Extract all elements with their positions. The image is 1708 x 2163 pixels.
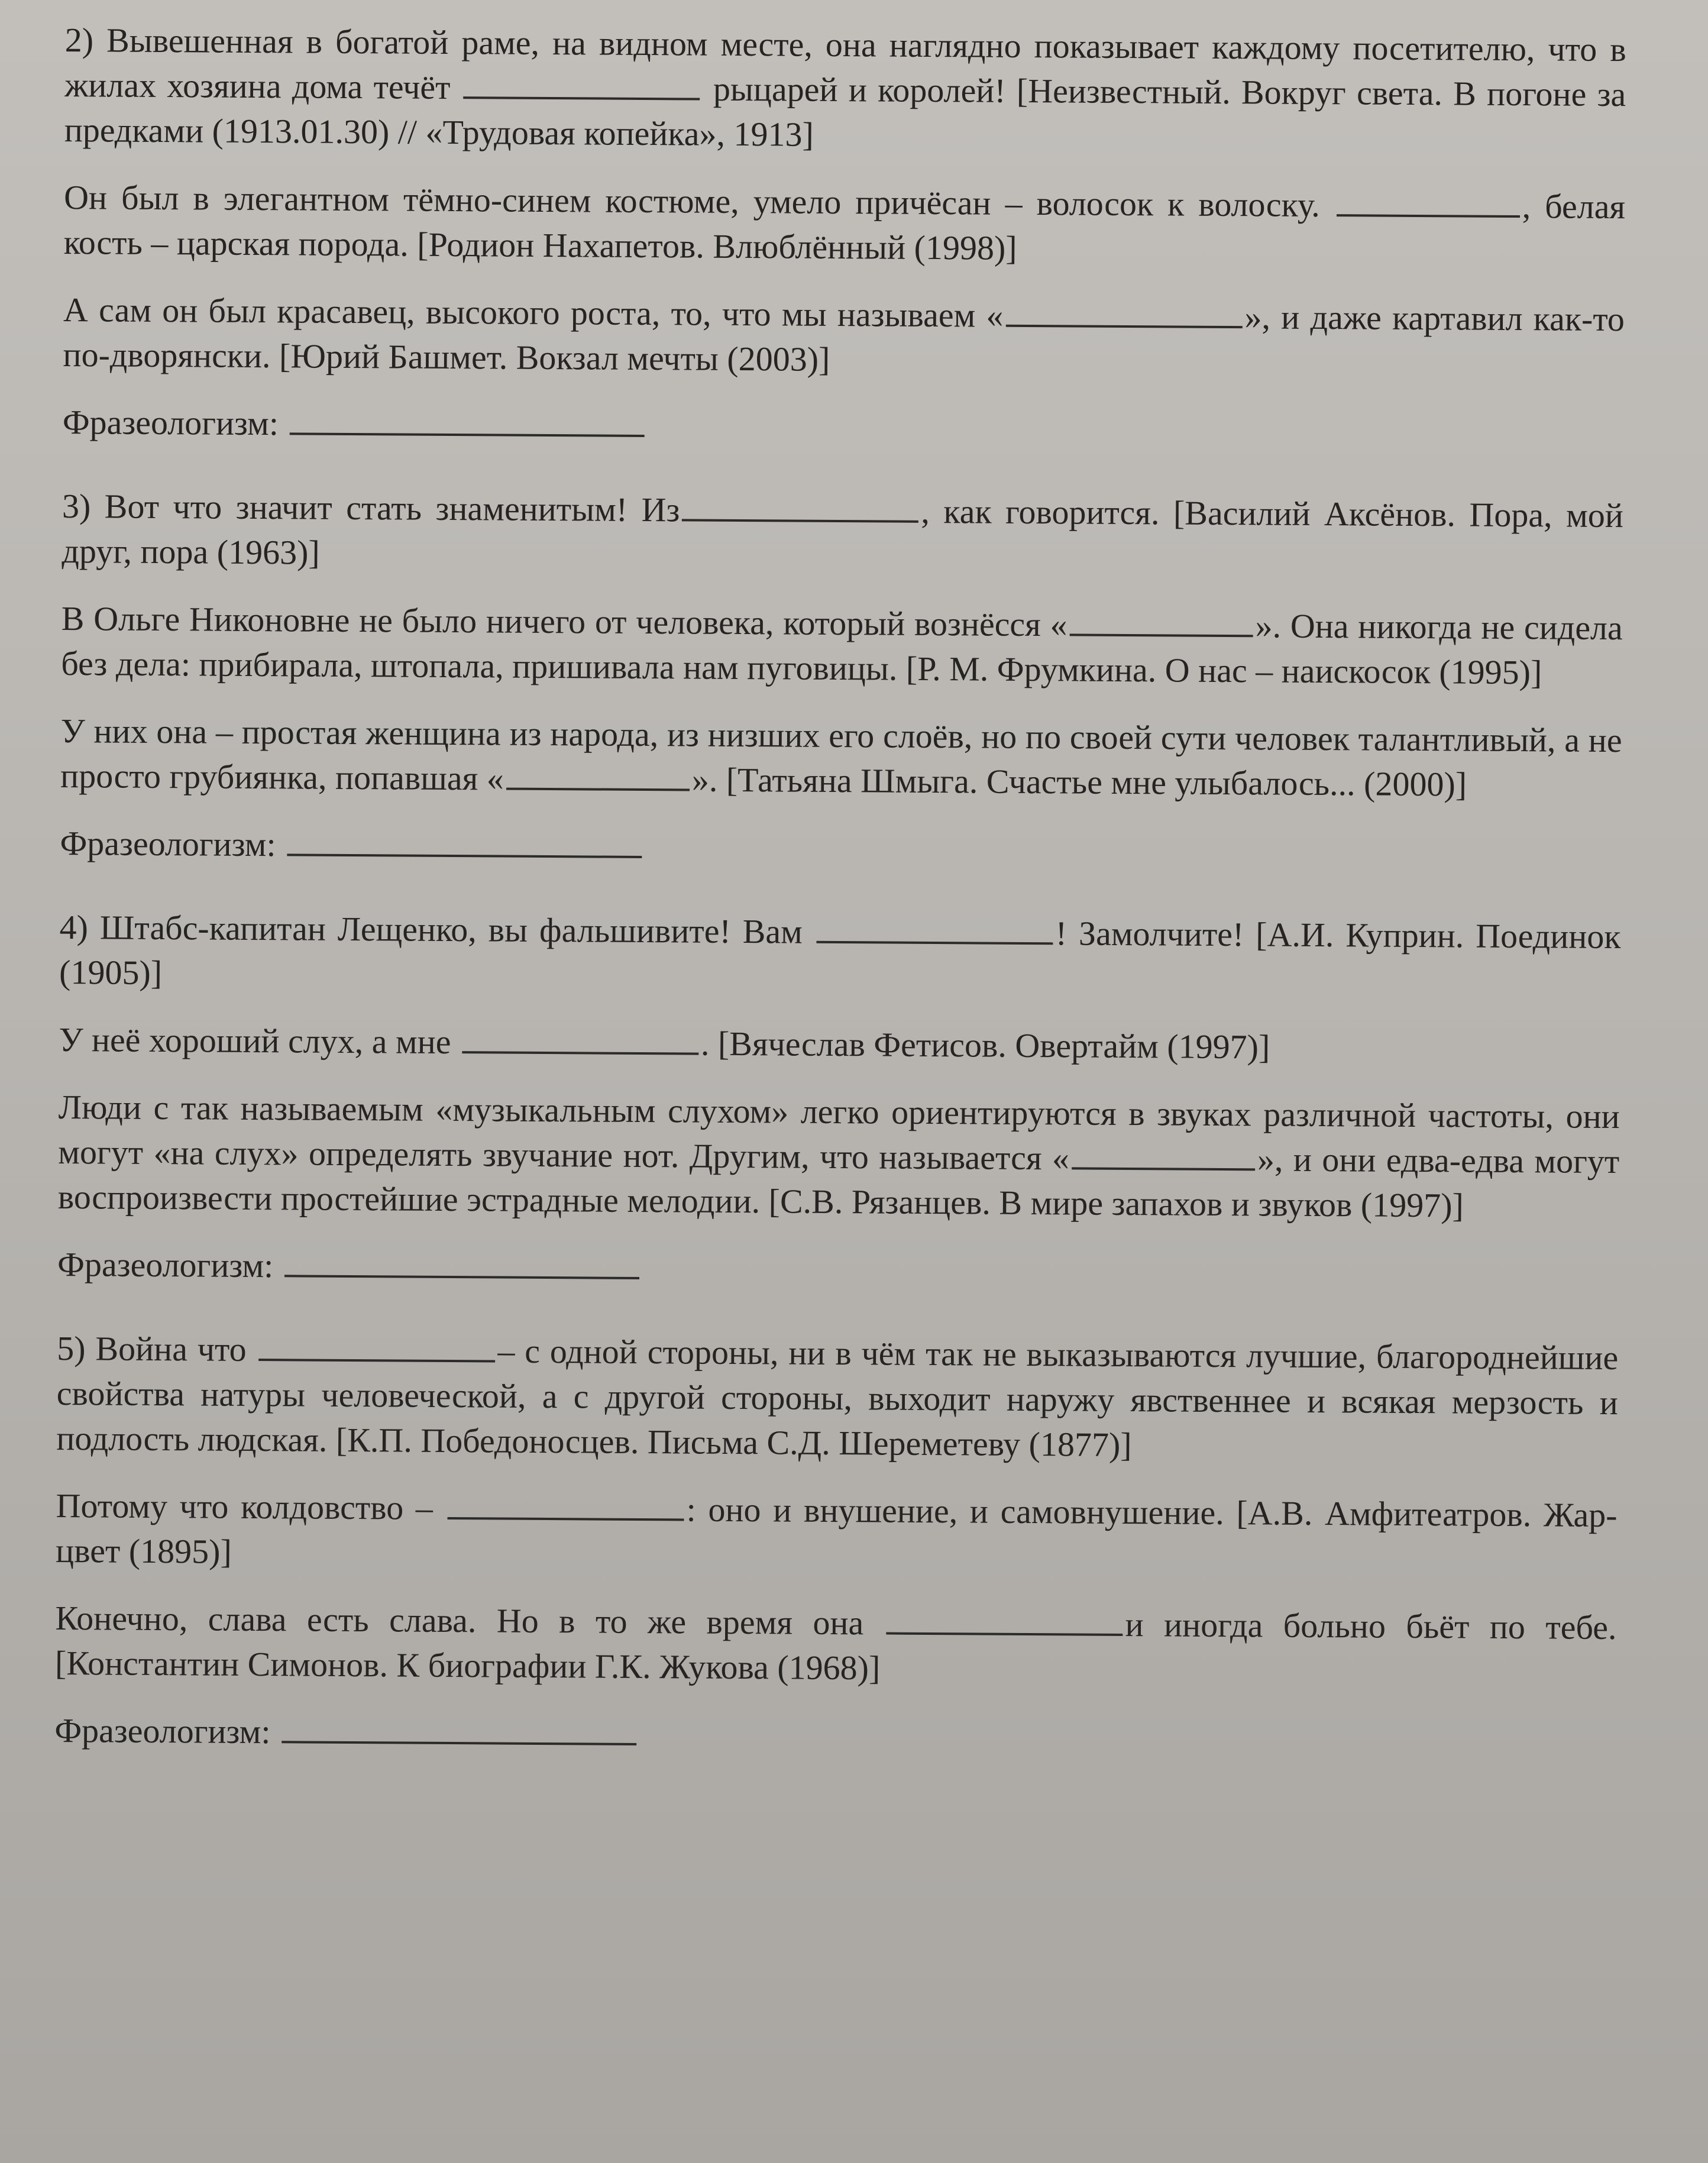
sentence-text-before: А сам он был красавец, высокого роста, то, что мы называем «	[63, 290, 1004, 335]
answer-blank[interactable]	[258, 1328, 495, 1362]
answer-blank[interactable]	[462, 1020, 698, 1055]
sentence-text-after: ». Она никогда не сидела без дела: прибирала, штопала, пришивала нам пуговицы. [Р. М. Фрумкина. О нас – наискосок (1995)]	[61, 606, 1623, 692]
answer-blank[interactable]	[817, 910, 1053, 945]
answer-blank[interactable]	[1069, 603, 1253, 637]
example-sentence	[64, 18, 1626, 162]
sentence-text-before: 5) Война что	[57, 1328, 247, 1369]
phraseologism-answer-line[interactable]	[284, 1244, 639, 1279]
sentence-text-after: , как говорится. [Василий Аксёнов. Пора, мой друг, пора (1963)]	[62, 492, 1624, 572]
example-sentence	[63, 175, 1625, 274]
sentence-text-after: », и даже картавил как-то по-дворянски. [Юрий Башмет. Вокзал мечты (2003)]	[63, 298, 1625, 379]
phraseologism-label: Фразеологизм:	[60, 823, 276, 864]
answer-blank[interactable]	[506, 757, 690, 791]
answer-blank[interactable]	[1005, 294, 1242, 328]
task-4	[57, 905, 1621, 1296]
sentence-text-before: Потому что колдовство –	[56, 1486, 434, 1527]
example-sentence	[56, 1483, 1618, 1583]
phraseologism-label: Фразеологизм:	[57, 1244, 274, 1285]
phraseologism-row	[54, 1708, 1616, 1763]
sentence-text-after: », и они едва-едва могут воспроизвести простейшие эстрадные мелодии. [С.В. Рязанцев. В мире запахов и звуков (1997)]	[57, 1140, 1620, 1225]
sentence-text-before: 2) Вывешенная в богатой раме, на видном месте, она наглядно показывает каждому посетителю, что в жилах хозяина дома течёт	[64, 20, 1626, 106]
example-sentence	[55, 1596, 1617, 1695]
sentence-text-before: Он был в элегантном тёмно-синем костюме, умело причёсан – волосок к волоску.	[63, 177, 1320, 224]
example-sentence	[59, 905, 1621, 1004]
sentence-text-before: 4) Штабс-капитан Лещенко, вы фальшивите! Вам	[59, 907, 803, 951]
sentence-text-after: . [Вячеслав Фетисов. Овертайм (1997)]	[700, 1024, 1270, 1066]
example-sentence	[62, 484, 1623, 583]
sentence-text-after: ». [Татьяна Шмыга. Счастье мне улыбалось... (2000)]	[691, 760, 1467, 804]
example-sentence	[59, 1017, 1620, 1072]
sentence-text-after: и иногда больно бьёт по тебе. [Константин Симонов. К биографии Г.К. Жукова (1968)]	[54, 1605, 1617, 1687]
sentence-text-before: В Ольге Никоновне не было ничего от человека, который вознёсся «	[61, 599, 1068, 644]
task-5	[54, 1326, 1618, 1763]
phraseologism-answer-line[interactable]	[282, 1710, 636, 1745]
answer-blank[interactable]	[448, 1486, 684, 1521]
sentence-text-after: ! Замолчите! [А.И. Куприн. Поединок (1905)]	[59, 914, 1621, 992]
example-sentence	[60, 709, 1622, 808]
task-2	[63, 18, 1626, 454]
phraseologism-row	[63, 400, 1624, 454]
sentence-text-before: Люди с так называемым «музыкальным слухом» легко ориентируются в звуках различной частоты, они могут «на слух» определять звучание нот. Другим, что называется «	[58, 1087, 1620, 1178]
answer-blank[interactable]	[1072, 1136, 1255, 1171]
worksheet-page	[52, 18, 1626, 2156]
example-sentence	[58, 1085, 1620, 1229]
answer-blank[interactable]	[682, 488, 918, 522]
phraseologism-answer-line[interactable]	[289, 402, 644, 437]
phraseologism-label: Фразеологизм:	[54, 1711, 271, 1751]
sentence-text-after: , белая кость – царская порода. [Родион Нахапетов. Влюблённый (1998)]	[63, 187, 1626, 267]
sentence-text-after: рыцарей и королей! [Неизвестный. Вокруг света. В погоне за предками (1913.01.30) // «Трудовая копейка», 1913]	[64, 69, 1626, 154]
sentence-text-before: У них она – простая женщина из народа, из низших его слоёв, но по своей сути человек талантливый, а не просто грубиянка, попавшая «	[60, 711, 1622, 798]
phraseologism-row	[57, 1242, 1619, 1296]
sentence-text-after: – с одной стороны, ни в чём так не выказываются лучшие, благороднейшие свойства натуры человеческой, а с другой стороны, выходит наружу явственнее и всякая мерзость и подлость людская. [К.П. Победоносцев. Письма С.Д. Шереметеву (1877)]	[56, 1331, 1619, 1464]
answer-blank[interactable]	[887, 1602, 1123, 1636]
sentence-text-before: 3) Вот что значит стать знаменитым! Из	[62, 486, 680, 529]
example-sentence	[56, 1326, 1618, 1470]
sentence-text-after: : оно и внушение, и самовнушение. [А.В. Амфитеатров. Жар-цвет (1895)]	[55, 1490, 1618, 1571]
answer-blank[interactable]	[464, 66, 700, 100]
sentence-text-before: У неё хороший слух, а мне	[59, 1020, 451, 1062]
phraseologism-label: Фразеологизм:	[62, 402, 279, 443]
answer-blank[interactable]	[1337, 183, 1520, 218]
example-sentence	[63, 287, 1625, 387]
phraseologism-answer-line[interactable]	[287, 823, 642, 858]
example-sentence	[61, 596, 1623, 696]
phraseologism-row	[60, 821, 1621, 875]
sentence-text-before: Конечно, слава есть слава. Но в то же время она	[55, 1598, 864, 1643]
task-3	[60, 484, 1623, 875]
